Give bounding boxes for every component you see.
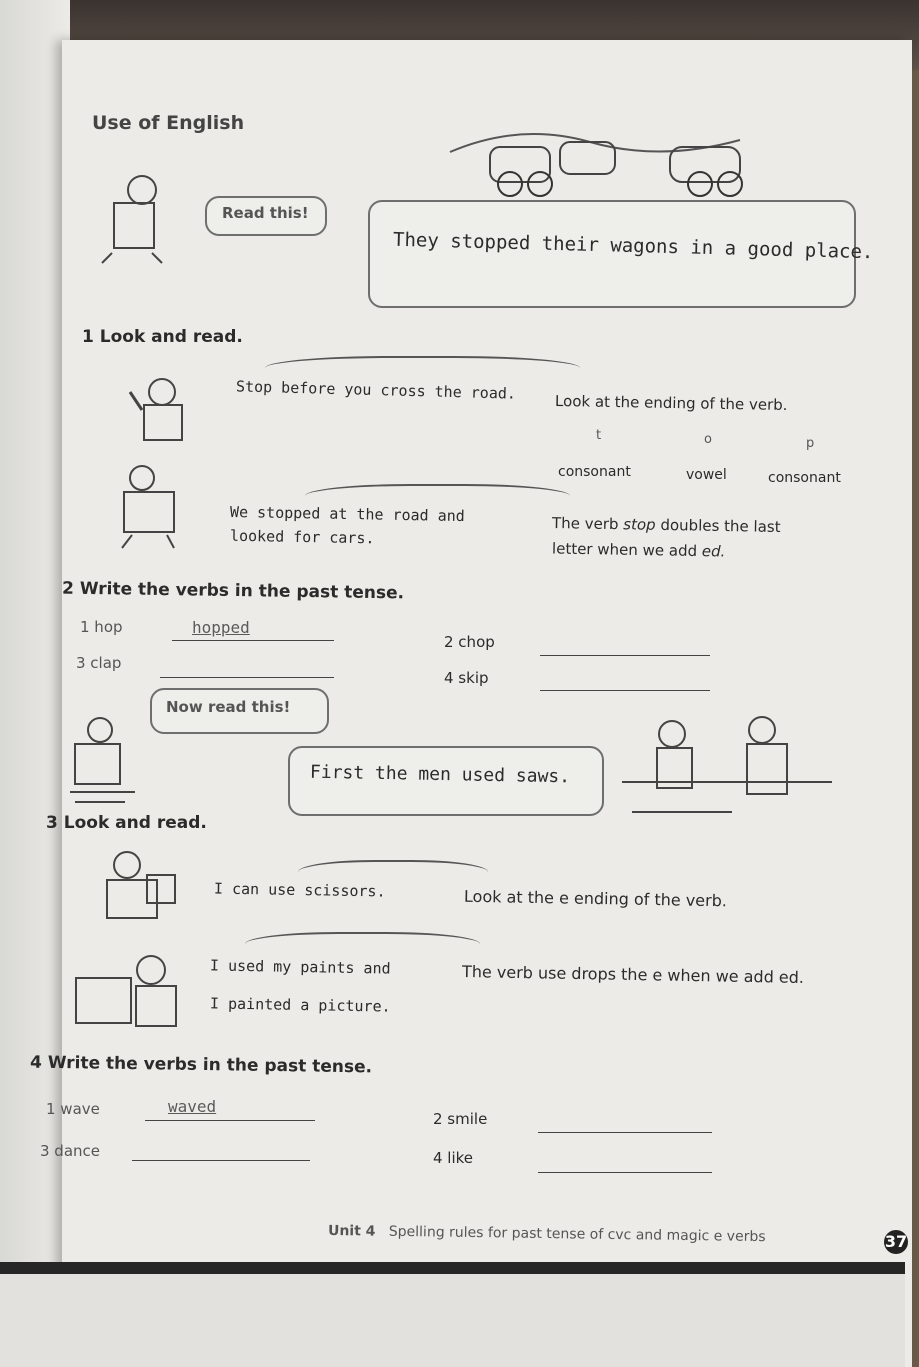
ex2-item-4-label: 4 skip [444, 669, 489, 687]
now-read-label: Now read this! [166, 698, 291, 716]
ex4-item-2-label: 2 smile [433, 1110, 488, 1128]
ex4-item-2-line[interactable] [538, 1132, 712, 1133]
children-crossing-illustration [112, 460, 197, 550]
ex4-item-3-label: 3 dance [40, 1142, 101, 1160]
tip2-line2-prefix: letter when we add [551, 539, 698, 561]
ex3-sentence-2-line-1: I used my paints and [209, 956, 391, 978]
ex4-item-1-line [145, 1120, 315, 1121]
read-this-label: Read this! [222, 204, 309, 222]
tip2-line2-suffix: ed. [701, 542, 726, 561]
ex2-item-1-label: 1 hop [80, 618, 123, 636]
boy-reading-illustration-2 [55, 712, 150, 807]
ex4-item-1-label: 1 wave [46, 1100, 100, 1118]
tip2-suffix: doubles the last [660, 515, 781, 536]
ex2-item-3-label: 3 clap [76, 654, 122, 672]
ex4-item-1-answer[interactable]: waved [168, 1097, 217, 1116]
label-vowel: vowel [686, 467, 727, 483]
bracket-1 [265, 356, 580, 368]
ex4-item-4-line[interactable] [538, 1172, 712, 1173]
ex2-item-3-line[interactable] [160, 677, 334, 678]
boy-reading-illustration [92, 168, 177, 268]
ex3-sentence-2-line-2: I painted a picture. [209, 994, 391, 1016]
ex1-tip-2-line-2 [552, 539, 726, 560]
label-consonant-2: consonant [768, 470, 841, 486]
letter-o: o [704, 432, 712, 447]
ex3-sentence-1: I can use scissors. [213, 879, 386, 901]
boy-painting-illustration [66, 948, 191, 1033]
ex4-item-4-label: 4 like [433, 1149, 474, 1167]
ex2-item-1-answer[interactable]: hopped [192, 618, 250, 637]
bracket-3 [298, 860, 488, 872]
now-read-sentence: First the men used saws. [309, 761, 571, 788]
ex2-item-2-line[interactable] [540, 655, 710, 656]
tip2-prefix: The verb [551, 514, 619, 534]
tip2-verb: stop [623, 515, 656, 534]
ex1-sentence-1: Stop before you cross the road. [235, 377, 517, 403]
policeman-illustration [122, 372, 202, 447]
ex3-tip-2: The verb use drops the e when we add ed. [461, 962, 805, 987]
bracket-2 [305, 484, 570, 496]
footer-unit: Unit 4 [327, 1222, 376, 1240]
girl-cutting-illustration [92, 845, 182, 925]
page-number: 37 [884, 1230, 908, 1254]
section-title: Use of English [92, 112, 245, 134]
letter-p: p [806, 436, 815, 451]
ex1-sentence-2-line-1: We stopped at the road and [229, 502, 465, 526]
bracket-4 [245, 932, 480, 944]
letter-t: t [596, 428, 602, 443]
ex2-item-4-line[interactable] [540, 690, 710, 691]
ex1-sentence-2-line-2: looked for cars. [229, 526, 375, 548]
footer-text: Spelling rules for past tense of cvc and magic e verbs [388, 1223, 766, 1246]
page-lower-area [0, 1262, 905, 1367]
men-sawing-illustration [612, 712, 847, 822]
ex3-tip-1: Look at the e ending of the verb. [463, 886, 728, 911]
ex4-item-3-line[interactable] [132, 1160, 310, 1161]
ex1-tip-1: Look at the ending of the verb. [554, 391, 788, 415]
exercise-4-heading: 4 Write the verbs in the past tense. [29, 1052, 373, 1078]
label-consonant-1: consonant [558, 464, 631, 480]
exercise-1-heading: 1 Look and read. [82, 327, 243, 347]
ex2-item-1-line [172, 640, 334, 641]
page-bottom-border [0, 1262, 905, 1274]
intro-sentence: They stopped their wagons in a good place. [392, 228, 874, 264]
exercise-3-heading: 3 Look and read. [46, 813, 207, 833]
exercise-2-heading: 2 Write the verbs in the past tense. [61, 578, 405, 604]
ex2-item-2-label: 2 chop [444, 633, 495, 651]
previous-page-edge [0, 0, 70, 1367]
